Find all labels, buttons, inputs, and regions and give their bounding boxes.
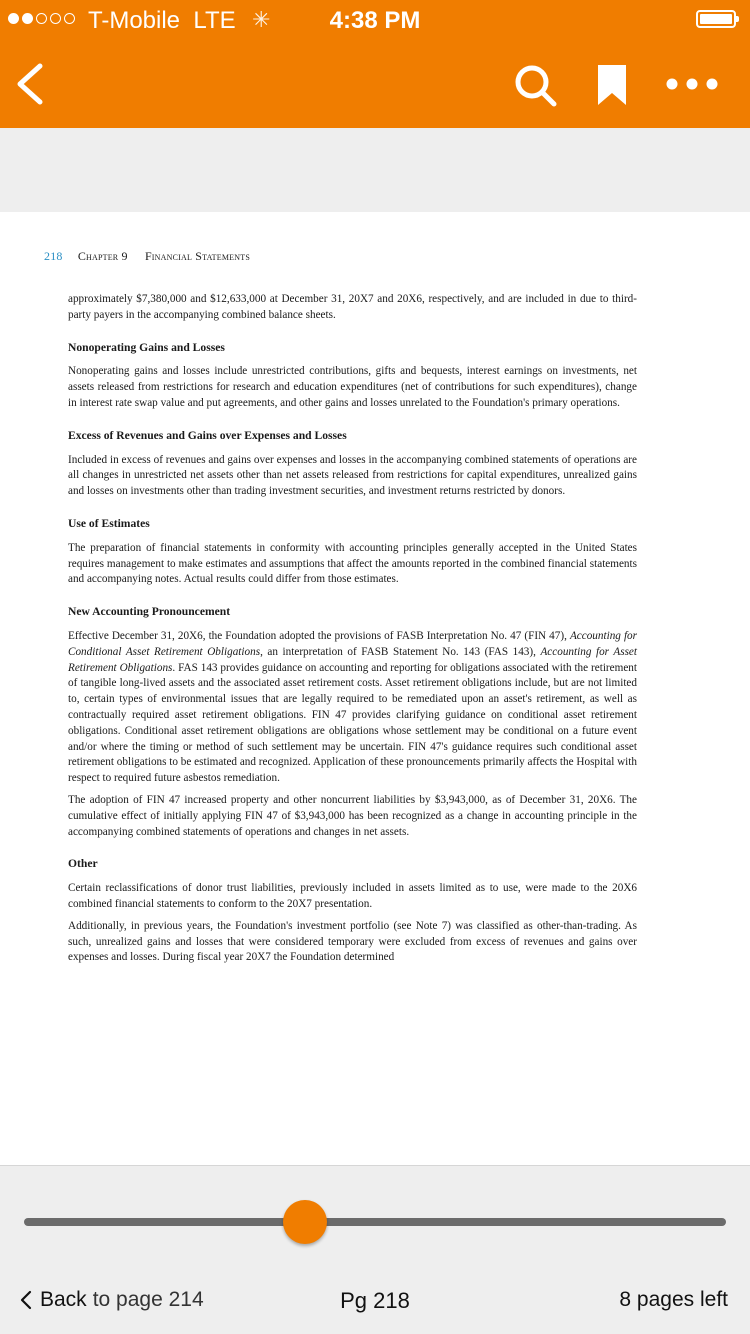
search-button[interactable] <box>512 62 560 110</box>
back-target-label: to page 214 <box>92 1288 204 1311</box>
current-page-label: Pg 218 <box>340 1288 410 1313</box>
section-heading: Use of Estimates <box>68 516 150 530</box>
page-margin <box>0 128 750 212</box>
back-label: Back <box>40 1288 87 1311</box>
paragraph: Included in excess of revenues and gains over expenses and losses in the accompanying combined statements of operations are all changes in unrestricted net assets other than net assets released from restrictions for capital expenditures, unrealized gains and losses on investments other than trading investment securities, and investment returns restricted by donors. <box>68 453 637 498</box>
paragraph: Nonoperating gains and losses include unrestricted contributions, gifts and bequests, interest earnings on investments, net assets released from restrictions for research and education expenditures (net of contributions for such expenditures), change in interest rate swap value and put agreements, and other gains and losses unrelated to the Foundation's primary operations. <box>68 365 637 409</box>
section-heading: Excess of Revenues and Gains over Expenses and Losses <box>68 428 347 442</box>
running-head <box>44 249 250 264</box>
page-content <box>68 292 637 972</box>
section-heading: Nonoperating Gains and Losses <box>68 340 225 354</box>
emphasis-text: Accounting for Conditional Asset Retirement Obligations <box>68 629 638 658</box>
activity-spinner-icon: ✳ <box>252 7 271 32</box>
page-slider-track[interactable] <box>24 1218 726 1226</box>
page-slider-thumb[interactable] <box>283 1200 327 1244</box>
chapter-title: Financial Statements <box>144 249 250 263</box>
paragraph: The preparation of financial statements in conformity with accounting principles generally accepted in the United States requires management to make estimates and assumptions that affect the amounts reported in the combined financial statements and accompanying notes. Actual results could differ from those estimates. <box>68 541 637 586</box>
reader-footer <box>0 1165 750 1334</box>
paragraph: The adoption of FIN 47 increased property and other noncurrent liabilities by $3,943,000, as of December 31, 20X6. The cumulative effect of initially applying FIN 47 of $3,943,000 has been recognized as a change in accounting principle in the accompanying combined statements of operations and changes in net assets. <box>68 793 637 838</box>
chevron-left-icon <box>10 56 54 112</box>
network-label: LTE <box>193 7 236 34</box>
bookmark-button[interactable] <box>596 63 628 107</box>
paragraph: approximately $7,380,000 and $12,633,000 at December 31, 20X7 and 20X6, respectively, and are included in due to third-party payers in the accompanying combined balance sheets. <box>68 293 637 321</box>
carrier-label: T-Mobile LTE <box>88 7 236 34</box>
back-button[interactable] <box>10 56 54 112</box>
paragraph: Certain reclassifications of donor trust liabilities, previously included in assets limited as to use, were made to the 20X6 combined financial statements to conform to the 20X7 presentation. <box>68 882 637 910</box>
chapter-label: Chapter 9 <box>77 249 128 263</box>
more-icon <box>664 74 720 94</box>
section-heading: New Accounting Pronouncement <box>68 605 231 619</box>
bookmark-icon <box>596 63 628 107</box>
clock: 4:38 PM <box>329 7 421 34</box>
emphasis-text: Accounting for Asset Retirement Obligations <box>68 645 638 674</box>
book-page[interactable] <box>0 212 750 1165</box>
paragraph: Effective December 31, 20X6, the Foundation adopted the provisions of FASB Interpretation No. 47 (FIN 47), Accounting for Conditional Asset Retirement Obligations, an interpretation of FASB Statement No. 143 (FAS 143), Accounting for Asset Retirement Obligations. FAS 143 provides guidance on accounting and reporting for obligations associated with the retirement of tangible long-lived assets and the associated asset retirement costs. Asset retirement obligations include, but are not limited to, certain types of environmental issues that are legally required to be remediated upon an asset's retirement, as well as contractually required asset retirement obligations. FIN 47 provides clarifying guidance on conditional asset retirement obligations. Conditional asset retirement obligations are obligations whose settlement may be conditional on a future event and/or where the timing or method of such settlement may be uncertain. FIN 47's guidance requires such conditional asset retirement obligations to be estimated and recognized. Application of these pronouncements primarily affects the Hospital with respect to required future asbestos remediation. <box>68 629 638 785</box>
status-bar <box>0 0 750 40</box>
paragraph: Additionally, in previous years, the Foundation's investment portfolio (see Note 7) was classified as other-than-trading. As such, unrealized gains and losses that were considered temporary were excluded from excess of revenues and gains over expenses and losses. During fiscal year 20X7 the Foundation determined <box>68 919 637 964</box>
search-icon <box>512 62 560 110</box>
pages-left-label: 8 pages left <box>619 1288 728 1311</box>
more-button[interactable] <box>664 74 720 94</box>
battery-icon <box>696 10 736 28</box>
section-heading: Other <box>68 857 98 871</box>
page-number: 218 <box>44 249 63 263</box>
top-bar <box>0 0 750 128</box>
